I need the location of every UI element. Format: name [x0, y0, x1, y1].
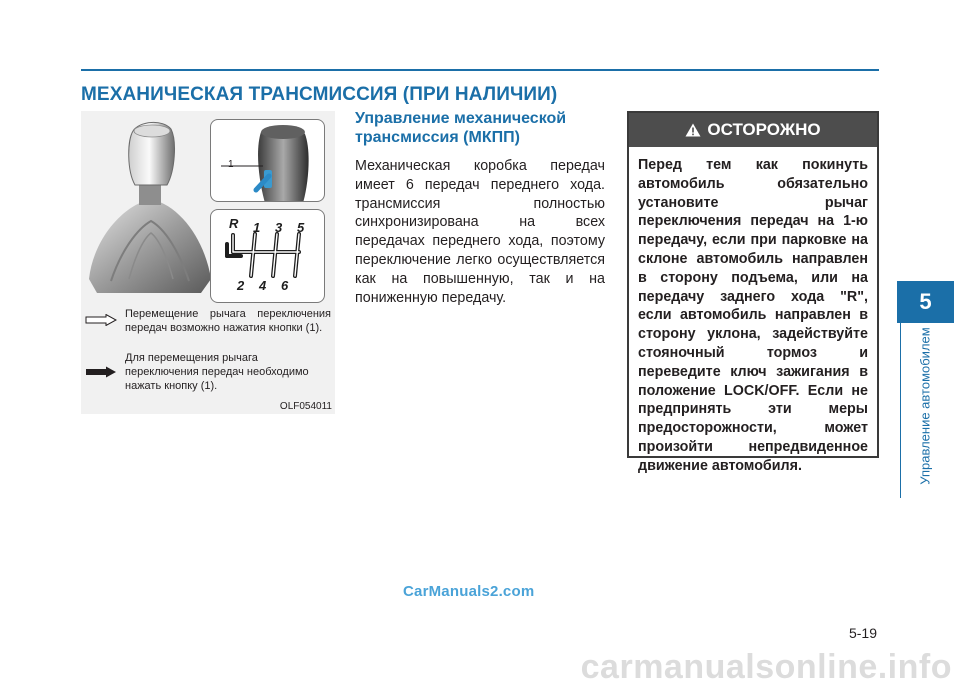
caption-solid-row	[85, 351, 331, 393]
caption-solid-text: Для перемещения рычага переключения передач необходимо нажать кнопку (1).	[125, 352, 309, 392]
section-title: МЕХАНИЧЕСКАЯ ТРАНСМИССИЯ (ПРИ НАЛИЧИИ)	[81, 84, 558, 105]
gear-label-1: 1	[253, 220, 261, 235]
gear-label-r: R	[229, 216, 239, 231]
watermark-link[interactable]: CarManuals2.com	[403, 583, 535, 600]
warning-text: Перед тем как покинуть автомобиль обязательно установите рычаг переключения передач на 1-ю передачу, если при парковке на склоне автомобиль направлен в сторону подъема, или на передачу заднего хода "R", если автомобиль направлен в сторону уклона, задействуйте стояночный тормоз и переведите ключ зажигания в положение LOCK/OFF. Если не предпринять эти меры предосторожности, может произойти непредвиденное движение автомобиля.	[638, 157, 868, 474]
warning-header	[629, 113, 877, 147]
warning-box	[627, 111, 879, 474]
gear-label-6: 6	[281, 278, 289, 293]
callout-number: 1	[228, 159, 234, 170]
chapter-tab: 5	[897, 281, 954, 323]
warning-title: ОСТОРОЖНО	[707, 120, 821, 139]
gear-label-2: 2	[237, 278, 245, 293]
body-paragraph: Механическая коробка передач имеет 6 передач переднего хода. трансмиссия полностью синхронизирована на всех передачах переднего хода, поэтому переключение легко осуществляется как на повышенную, так и на пониженную передачу.	[355, 158, 605, 306]
figure-code: OLF054011	[279, 401, 332, 412]
knob-button-inset	[210, 119, 325, 202]
warning-triangle-icon	[685, 123, 701, 137]
caption-outline-row	[85, 307, 331, 335]
outline-arrow-icon	[85, 314, 117, 326]
shift-pattern-inset	[210, 209, 325, 303]
caption-outline-text: Перемещение рычага переключения передач возможно нажатия кнопки (1).	[125, 308, 331, 334]
footer-watermark-band	[0, 648, 960, 688]
page-number: 5-19	[848, 625, 877, 641]
main-column	[355, 109, 605, 307]
gear-shift-figure	[81, 111, 335, 414]
solid-arrow-icon	[85, 366, 117, 378]
shift-pattern-diagram	[211, 210, 325, 303]
chapter-divider	[900, 323, 901, 498]
gear-label-4: 4	[259, 278, 267, 293]
top-rule	[81, 69, 879, 71]
subsection-heading: Управление механической трансмиссия (МКПП)	[355, 110, 567, 146]
gear-lever-illustration	[81, 111, 216, 301]
footer-watermark: carmanualsonline.info	[580, 648, 952, 686]
gear-label-5: 5	[297, 220, 305, 235]
gear-label-3: 3	[275, 220, 283, 235]
chapter-label: Управление автомобилем	[917, 327, 933, 485]
